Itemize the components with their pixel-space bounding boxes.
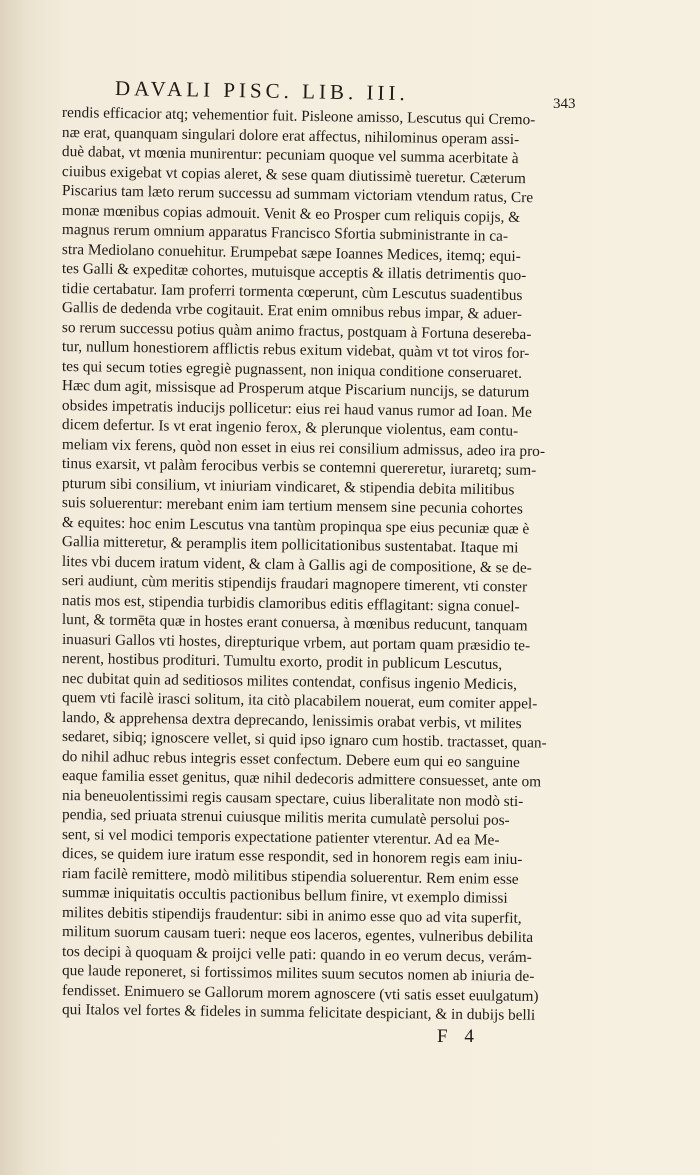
text-line: tos decipi à quoquam & proijci velle pati: quando in eo verum decus, verám- xyxy=(61,942,532,966)
text-line: lunt, & tormēta quæ in hostes erant conuersa, à mœnibus reducunt, tanquam xyxy=(61,611,528,635)
text-line: næ erat, quanquam singulari dolore erat affectus, nihilominus operam assi- xyxy=(61,123,520,148)
text-line: obsides impetratis inducijs pollicetur: eius rei haud vanus rumor ad Ioan. Me xyxy=(61,396,532,421)
text-line: natis mos est, stipendia turbidis clamoribus editis efflagitant: signa conuel- xyxy=(61,591,520,615)
text-line: rendis efficacior atq; vehementior fuit. Pisleone amisso, Lescutus qui Cremo- xyxy=(61,104,536,129)
text-line: seri audiunt, cùm meritis stipendijs fraudari magnopere timerent, vti conster xyxy=(61,572,528,596)
text-line: Gallis de dedenda vrbe cogitauit. Erat enim omnibus rebus impar, & aduer- xyxy=(61,299,523,323)
text-line: nia beneuolentissimi regis causam spectare, cuius liberalitate non modò sti- xyxy=(61,786,524,810)
text-line: stra Mediolano conuehitur. Erumpebat sæpe Ioannes Medices, itemq; equi- xyxy=(61,240,521,265)
signature-mark: F 4 xyxy=(437,1026,480,1047)
text-line: lites vbi ducem iratum vident, & clam à Gallis agi de compositione, & se de- xyxy=(61,552,532,577)
text-line: tes qui secum toties egregiè pugnassent, non iniqua conditione conseruaret. xyxy=(61,357,523,382)
text-line: lando, & apprehensa dextra deprecando, lenissimis orabat verbis, vt milites xyxy=(61,708,522,732)
text-line: suis soluerentur: merebant enim iam tertium mensem sine pecunia cohortes xyxy=(61,494,523,518)
text-line: eaque familia esset genitus, quæ nihil dedecoris admittere consuesset, ante om xyxy=(61,767,542,791)
text-line: dicem defertur. Is vt erat ingenio ferox, & plerunque violentus, eam contu- xyxy=(61,416,519,440)
text-line: tinus exarsit, vt palàm ferocibus verbis se contemni quereretur, iuraretq; sum- xyxy=(61,455,537,479)
text-line: tur, nullum honestiorem afflictis rebus exitum videbat, quàm vt tot viros for- xyxy=(61,338,530,362)
text-line: monæ mœnibus copias admouit. Venit & eo Prosper cum reliquis copijs, & xyxy=(61,201,521,226)
body-text xyxy=(62,102,572,1022)
text-line: milites debitis stipendijs fraudentur: sibi in animo esse quo ad vita superfit, xyxy=(61,903,522,927)
text-line: inuasuri Gallos vti hostes, direpturique vrbem, aut portam quam præsidio te- xyxy=(61,630,531,654)
text-line: ciuibus exigebat vt copias aleret, & sese quam diutissimè tueretur. Cæterum xyxy=(61,162,526,187)
text-line: pturum sibi consilium, vt iniuriam vindicaret, & stipendia debita militibus xyxy=(61,474,515,499)
running-head-title: DAVALI PISC. LIB. III. xyxy=(114,76,409,106)
text-line: tes Galli & expeditæ cohortes, mutuisque acceptis & illatis detrimentis quo- xyxy=(61,260,527,285)
text-line: sedaret, sibiq; ignoscere vellet, si quid ipso ignaro cum hostib. tractasset, quan- xyxy=(61,728,547,752)
text-line: riam facilè remittere, modò militibus stipendia soluerentur. Rem enim esse xyxy=(61,864,519,888)
text-line: duè dabat, vt mœnia munirentur: pecuniam quoque vel summa acerbitate à xyxy=(61,143,519,168)
page-number: 343 xyxy=(553,96,576,112)
text-line: dices, se quidem iure iratum esse respondit, sed in honorem regis eam iniu- xyxy=(61,845,523,869)
text-line: qui Italos vel fortes & fideles in summa felicitate despiciant, & in dubijs belli xyxy=(61,1001,536,1024)
text-line: Hæc dum agit, missisque ad Prosperum atque Piscarium nuncijs, se daturum xyxy=(61,377,530,401)
text-line: nerent, hostibus prodituri. Tumultu exorto, prodit in publicum Lescutus, xyxy=(61,650,503,674)
text-line: summæ iniquitatis occultis pactionibus bellum finire, vt exemplo dimissi xyxy=(61,884,508,907)
text-line: pendia, sed priuata strenui cuiusque militis merita cumulatè persolui pos- xyxy=(61,806,510,829)
text-line: militum suorum causam tueri: neque eos laceros, egentes, vulneribus debilita xyxy=(61,923,534,947)
text-line: que laude reponeret, si fortissimos milites suum secutos nomen ab iniuria de- xyxy=(61,962,535,985)
text-line: quem vti facilè irasci solitum, ita citò placabilem nouerat, eum comiter appel- xyxy=(61,689,538,713)
text-line: & equites: hoc enim Lescutus vna tantùm propinqua spe eius pecuniæ quæ è xyxy=(61,513,530,538)
text-line: meliam vix ferens, quòd non esset in eius rei consilium admissus, adeo ira pro- xyxy=(61,435,546,460)
text-line: nec dubitat quin ad seditiosos milites contendat, confisus ingenio Medicis, xyxy=(61,669,518,693)
text-line: tidie certabatur. Iam proferri tormenta cœperunt, cùm Lescutus suadentibus xyxy=(61,279,523,304)
text-line: do nihil adhuc rebus integris esset confectum. Debere eum qui eo sanguine xyxy=(61,747,520,771)
text-line: magnus rerum omnium apparatus Francisco Sfortia subministrante in ca- xyxy=(61,221,509,245)
text-line: Gallia mitteretur, & peramplis item pollicitationibus sustentabat. Itaque mi xyxy=(61,533,519,557)
text-line: so rerum successu potius quàm animo fractus, postquam à Fortuna desereba- xyxy=(61,318,532,343)
text-line: fendisset. Enimuero se Gallorum morem agnoscere (vti satis esset euulgatum) xyxy=(61,981,539,1005)
text-line: sent, si vel modici temporis expectatione patienter vterentur. Ad ea Me- xyxy=(61,825,500,849)
text-line: Piscarius tam læto rerum successu ad summam victoriam vtendum ratus, Cre xyxy=(61,182,534,207)
